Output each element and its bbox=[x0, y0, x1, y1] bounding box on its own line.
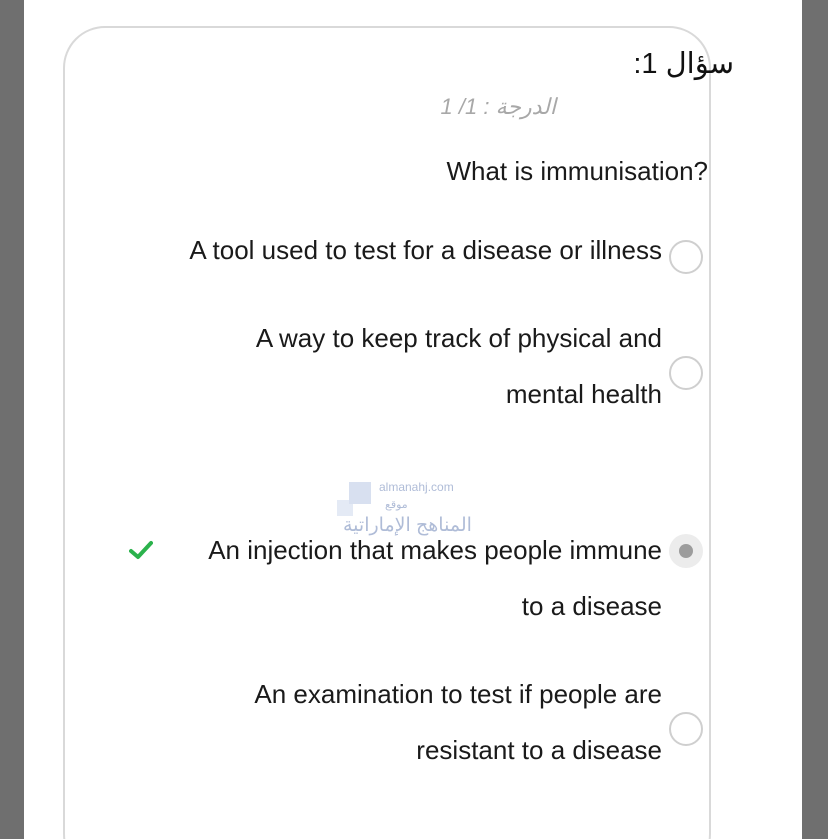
option-4-radio[interactable] bbox=[669, 712, 703, 746]
watermark-site: almanahj.com bbox=[379, 480, 454, 494]
option-1-radio[interactable] bbox=[669, 240, 703, 274]
watermark-line-2: موقع bbox=[385, 499, 408, 511]
option-2-line-2: mental health bbox=[505, 379, 662, 409]
option-2-label[interactable] bbox=[256, 310, 662, 422]
option-2-radio[interactable] bbox=[669, 356, 703, 390]
question-text: What is immunisation? bbox=[446, 156, 708, 186]
correct-check-icon bbox=[129, 540, 153, 560]
watermark-logo bbox=[335, 478, 470, 540]
question-grade: الدرجة : 1/ 1 bbox=[440, 94, 556, 119]
option-3-radio[interactable] bbox=[669, 534, 703, 568]
option-1-line-1: A tool used to test for a disease or illness bbox=[189, 235, 662, 265]
option-4-line-2: resistant to a disease bbox=[416, 735, 662, 765]
option-1-label[interactable] bbox=[189, 222, 662, 278]
option-3-radio-dot bbox=[679, 544, 693, 558]
option-3-line-1: An injection that makes people immune bbox=[208, 535, 662, 565]
question-title: سؤال 1: bbox=[633, 48, 734, 80]
option-4-line-1: An examination to test if people are bbox=[254, 679, 662, 709]
option-3-line-2: to a disease bbox=[521, 591, 662, 621]
option-4-label[interactable] bbox=[254, 666, 662, 778]
option-2-line-1: A way to keep track of physical and bbox=[255, 323, 662, 353]
watermark-line-3: المناهج الإماراتية bbox=[343, 515, 472, 536]
